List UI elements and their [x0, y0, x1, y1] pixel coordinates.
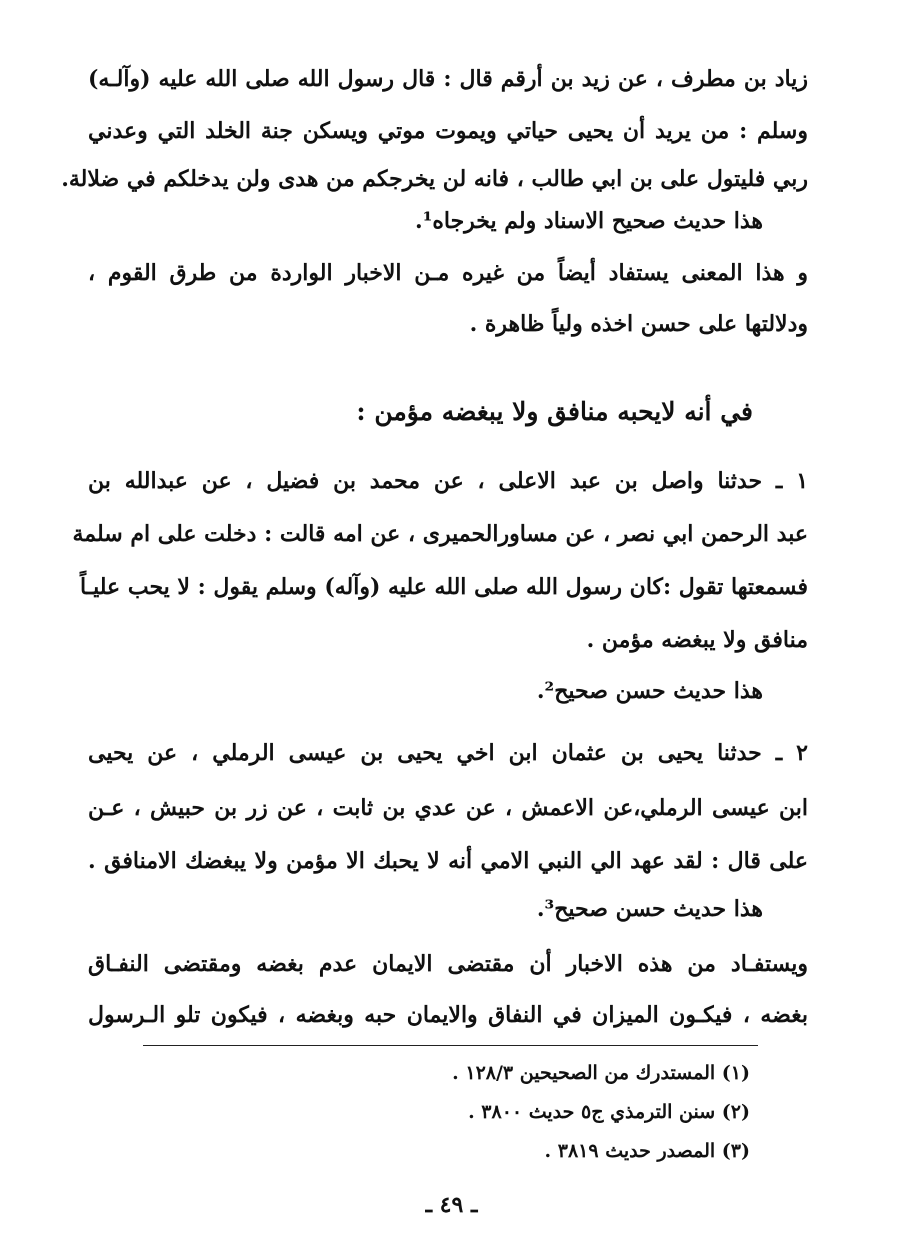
hadith-2-line-3: على قال : لقد عهد الي النبي الامي أنه لا يحبك الا مؤمن ولا يبغضك الامنافق . [88, 848, 808, 874]
hadith-1-line-4: منافق ولا يبغضه مؤمن . [586, 627, 808, 653]
hadith-1-line-2: عبد الرحمن ابي نصر ، عن مساورالحميرى ، عن امه قالت : دخلت على ام سلمة [72, 521, 808, 547]
hadith-1-line-3: فسمعتها تقول :كان رسول الله صلى الله عليه (وآله) وسلم يقول : لا يحب عليـاً [79, 574, 808, 600]
section-heading: في أنه لايحبه منافق ولا يبغضه مؤمن : [356, 397, 753, 426]
conclusion-line-1: ويستفـاد من هذه الاخبار أن مقتضى الايمان عدم بغضه ومقتضى النفـاق [88, 951, 808, 977]
hadith-1-grading: هذا حديث حسن صحيح². [536, 678, 763, 704]
hadith-2-line-1: ٢ ـ حدثنا يحيى بن عثمان ابن اخي يحيى بن عيسى الرملي ، عن يحيى [88, 740, 808, 766]
body-line-2: وسلم : من يريد أن يحيى حياتي ويموت موتي ويسكن جنة الخلد التي وعدني [88, 118, 808, 144]
body-line-4: هذا حديث صحيح الاسناد ولم يخرجاه¹. [415, 208, 763, 234]
footnote-3: (٣) المصدر حديث ٣٨١٩ . [544, 1140, 750, 1162]
conclusion-line-2: بغضه ، فيكـون الميزان في النفاق والايمان حبه وبغضه ، فيكون تلو الـرسول [88, 1002, 808, 1028]
hadith-1-line-1: ١ ـ حدثنا واصل بن عبد الاعلى ، عن محمد بن فضيل ، عن عبدالله بن [88, 468, 809, 494]
page-number: ـ ٤٩ ـ [425, 1192, 478, 1218]
footnote-2: (٢) سنن الترمذي ج٥ حديث ٣٨٠٠ . [468, 1101, 750, 1123]
body-line-6: ودلالتها على حسن اخذه ولياً ظاهرة . [469, 311, 808, 337]
hadith-2-line-2: ابن عيسى الرملي،عن الاعمش ، عن عدي بن ثابت ، عن زر بن حبيش ، عـن [88, 795, 808, 821]
body-line-1: زياد بن مطرف ، عن زيد بن أرقم قال : قال رسول الله صلى الله عليه (وآلـه) [88, 66, 808, 92]
footnote-separator [143, 1045, 758, 1046]
hadith-2-grading: هذا حديث حسن صحيح³. [536, 896, 763, 922]
body-line-3: ربي فليتول على بن ابي طالب ، فانه لن يخرجكم من هدى ولن يدخلكم في ضلالة. [61, 166, 808, 192]
footnote-1: (١) المستدرك من الصحيحين ١٢٨/٣ . [452, 1062, 750, 1084]
body-line-5: و هذا المعنى يستفاد أيضاً من غيره مـن الاخبار الواردة من طرق القوم ، [88, 260, 808, 286]
